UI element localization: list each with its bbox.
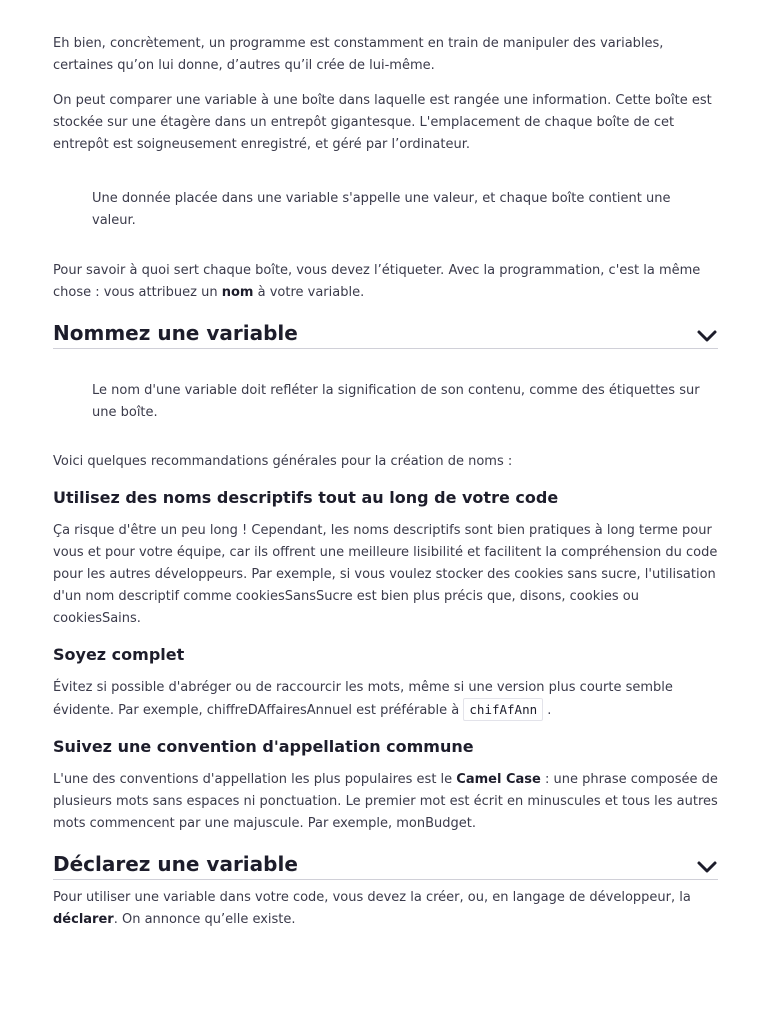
section-title-declarez: Déclarez une variable [53, 851, 298, 876]
section-title-nommez: Nommez une variable [53, 320, 298, 345]
subsection-text-complet: Évitez si possible d'abréger ou de raccourcir les mots, même si une version plus courte semble évidente. Par exemple, chiffreDAffairesAnnuel est préférable à chifAfAnn . [53, 677, 718, 722]
section-header-nommez[interactable] [53, 317, 718, 349]
section1-lead: Voici quelques recommandations générales pour la création de noms : [53, 454, 513, 469]
subsection-title-convention: Suivez une convention d'appellation commune [53, 737, 474, 756]
subsection-text-descriptifs: Ça risque d'être un peu long ! Cependant, les noms descriptifs sont bien pratiques à long terme pour vous et pour votre équipe, car ils offrent une meilleure lisibilité et facilitent la compréhension du code pour les autres développeurs. Par exemple, si vous voulez stocker des cookies sans sucre, l'utilisation d'un nom descriptif comme cookiesSansSucre est bien plus précis que, disons, cookies ou cookiesSains. [53, 523, 718, 626]
section-header-declarez[interactable] [53, 848, 718, 880]
chevron-down-icon[interactable] [696, 860, 718, 874]
subsection-title-complet: Soyez complet [53, 645, 185, 664]
inline-code: chifAfAnn [463, 698, 543, 721]
bold-term-declarer: déclarer [53, 912, 114, 927]
intro-paragraph-3: Pour savoir à quoi sert chaque boîte, vous devez l’étiqueter. Avec la programmation, c'est la même chose : vous attribuez un nom à votre variable. [53, 263, 701, 300]
subsection-text-convention: L'une des conventions d'appellation les plus populaires est le Camel Case : une phrase composée de plusieurs mots sans espaces ni ponctuation. Le premier mot est écrit en minuscules et tous les autres mots commencent par une majuscule. Par exemple, monBudget. [53, 772, 718, 831]
bold-term-camel-case: Camel Case [456, 772, 541, 787]
intro-paragraph-1: Eh bien, concrètement, un programme est constamment en train de manipuler des variables, certaines qu’on lui donne, d’autres qu’il crée de lui-même. [53, 36, 664, 73]
subsection-title-descriptifs: Utilisez des noms descriptifs tout au long de votre code [53, 488, 559, 507]
section2-text: Pour utiliser une variable dans votre code, vous devez la créer, ou, en langage de développeur, la déclarer. On annonce qu’elle existe. [53, 890, 691, 927]
section1-quote: Le nom d'une variable doit refléter la signification de son contenu, comme des étiquettes sur une boîte. [92, 383, 700, 420]
bold-term-nom: nom [221, 285, 254, 300]
intro-quote: Une donnée placée dans une variable s'appelle une valeur, et chaque boîte contient une valeur. [92, 191, 671, 228]
intro-paragraph-2: On peut comparer une variable à une boîte dans laquelle est rangée une information. Cette boîte est stockée sur une étagère dans un entrepôt gigantesque. L'emplacement de chaque boîte de cet entrepôt est soigneusement enregistré, et géré par l’ordinateur. [53, 93, 712, 152]
chevron-down-icon[interactable] [696, 329, 718, 343]
article-content [53, 33, 718, 931]
